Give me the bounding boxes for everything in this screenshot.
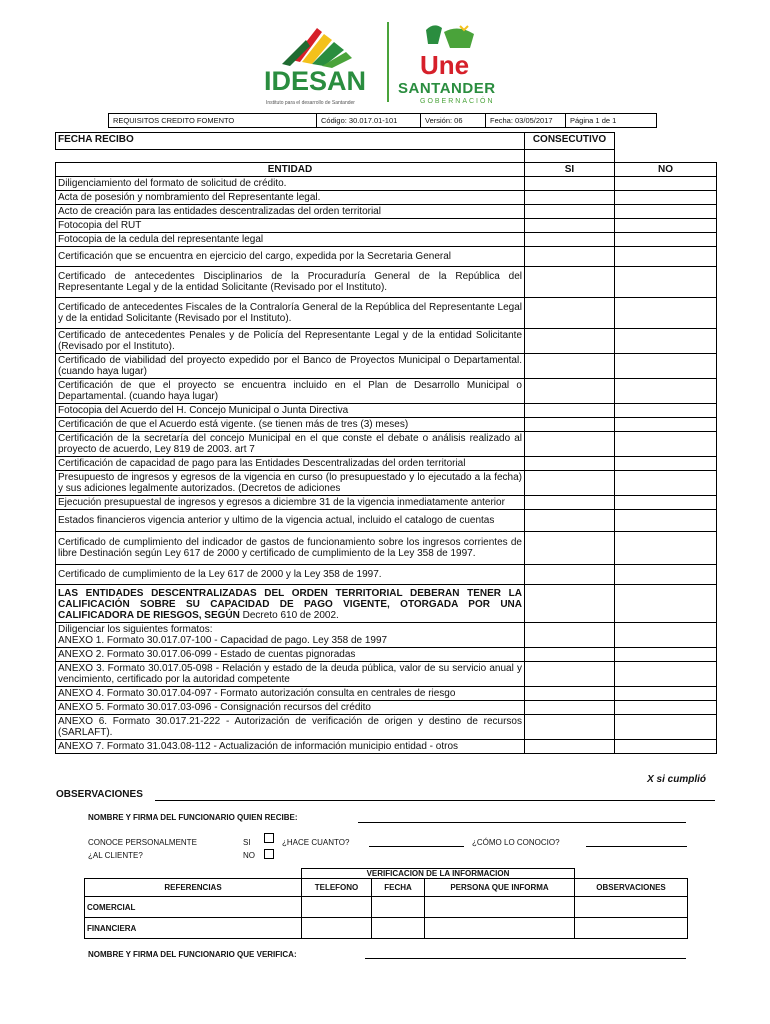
requirement-row (56, 565, 717, 585)
annex-row-no-cell[interactable] (615, 701, 717, 715)
requirement-row-text: Certificación de capacidad de pago para las Entidades Descentralizadas del orden territorial (56, 457, 525, 471)
spacer-row (56, 150, 717, 163)
annex-intro: Diligenciar los siguientes formatos: (58, 624, 213, 635)
requirement-row-text: Ejecución presupuestal de ingresos y egresos a diciembre 31 de la vigencia inmediatamente anterior (56, 496, 525, 510)
requirement-row (56, 191, 717, 205)
doc-version: Versión: 06 (421, 114, 486, 127)
financiera-row (85, 918, 688, 939)
annex-row (56, 623, 717, 648)
fecha-recibo-row (56, 133, 717, 150)
annex-row-text: ANEXO 4. Formato 30.017.04-097 - Formato autorización consulta en centrales de riesgo (56, 687, 525, 701)
note-row-text (56, 585, 525, 623)
requirement-row-no-cell[interactable] (615, 354, 717, 379)
requirement-row-text: Certificado de cumplimiento del indicador de gastos de funcionamiento sobre los ingresos corrientes de libre Destinación según Ley 617 de 2000 y certificado de cumplimiento de la Ley 358 de 1997. (56, 532, 525, 565)
annex-row-text: ANEXO 6. Formato 30.017.21-222 - Autorización de verificación de origen y destino de recursos (SARLAFT). (56, 715, 525, 740)
annex-row-text (56, 623, 525, 648)
annex-row (56, 715, 717, 740)
comercial-telefono[interactable] (302, 897, 372, 918)
annex-row-text: ANEXO 2. Formato 30.017.06-099 - Estado de cuentas pignoradas (56, 648, 525, 662)
verification-title: VERIFICACION DE LA INFORMACION (302, 869, 575, 879)
requirement-row-no-cell[interactable] (615, 404, 717, 418)
requirement-row (56, 298, 717, 329)
requirement-row-no-cell[interactable] (615, 205, 717, 219)
annex-row-si-cell[interactable] (525, 648, 615, 662)
requirement-row (56, 510, 717, 532)
fecha-recibo-label: FECHA RECIBO (56, 133, 525, 150)
idesan-wordmark: IDESAN (264, 66, 367, 96)
requirement-row (56, 496, 717, 510)
requirement-row (56, 418, 717, 432)
si-checkbox[interactable] (264, 833, 274, 843)
requirement-row-si-cell[interactable] (525, 247, 615, 267)
idesan-logo (262, 20, 382, 108)
note-row (56, 585, 717, 623)
requirement-row-si-cell[interactable] (525, 457, 615, 471)
requirement-row-no-cell[interactable] (615, 219, 717, 233)
x-si-cumplio: X si cumplió (647, 774, 706, 785)
comercial-row (85, 897, 688, 918)
como-conocio-line[interactable] (586, 846, 687, 847)
requirement-row-text: Estados financieros vigencia anterior y ultimo de la vigencia actual, incluido el catalogo de cuentas (56, 510, 525, 532)
requirement-row-no-cell[interactable] (615, 496, 717, 510)
comercial-observaciones[interactable] (575, 897, 688, 918)
hace-cuanto-line[interactable] (369, 846, 464, 847)
consecutivo-label: CONSECUTIVO (525, 133, 615, 150)
note-bold: LAS ENTIDADES DESCENTRALIZADAS DEL ORDEN TERRITORIAL DEBERAN TENER LA CALIFICACIÓN SOBRE SU CAPACIDAD DE PAGO VIGENTE, OTORGADA POR UNA CALIFICADORA DE RIESGOS, SEGÚN (58, 588, 522, 621)
santander-mark: Une (420, 50, 470, 80)
requirement-row (56, 233, 717, 247)
conoce-label-2: ¿AL CLIENTE? (88, 851, 143, 860)
requirement-row-text: Certificado de antecedentes Disciplinarios de la Procuraduría General de la República del Representante Legal y de la entidad Solicitante (Revisado por el Instituto). (56, 267, 525, 298)
observaciones-label: OBSERVACIONES (56, 789, 143, 800)
requirement-row-si-cell[interactable] (525, 191, 615, 205)
requirement-row-no-cell[interactable] (615, 267, 717, 298)
requirement-row (56, 267, 717, 298)
annex-row-si-cell[interactable] (525, 715, 615, 740)
annex-row (56, 687, 717, 701)
requirement-row (56, 329, 717, 354)
requirement-row-no-cell[interactable] (615, 432, 717, 457)
requirement-row-no-cell[interactable] (615, 177, 717, 191)
note-rest: Decreto 610 de 2002. (239, 610, 339, 621)
annex-row (56, 740, 717, 754)
table-header-row (56, 163, 717, 177)
logo-divider (387, 22, 389, 102)
requirement-row-no-cell[interactable] (615, 329, 717, 354)
financiera-observaciones[interactable] (575, 918, 688, 939)
requirement-row (56, 219, 717, 233)
requirement-row (56, 247, 717, 267)
idesan-tagline: Instituto para el desarrollo de Santander (266, 100, 355, 106)
requirement-row-si-cell[interactable] (525, 205, 615, 219)
requirement-row-si-cell[interactable] (525, 565, 615, 585)
requirements-table (55, 132, 717, 754)
requirement-row-text: Presupuesto de ingresos y egresos de la vigencia en curso (lo presupuestado y lo ejecutado a la fecha) y sus adiciones legalmente autorizados. (Decretos de adiciones (56, 471, 525, 496)
requirement-row-text: Acto de creación para las entidades descentralizadas del orden territorial (56, 205, 525, 219)
requirement-row-no-cell[interactable] (615, 247, 717, 267)
verification-title-row (85, 869, 688, 879)
requirement-row-si-cell[interactable] (525, 379, 615, 404)
requirement-row (56, 457, 717, 471)
nombre-verifica-label: NOMBRE Y FIRMA DEL FUNCIONARIO QUE VERIFICA: (88, 950, 297, 959)
col-fecha: FECHA (372, 879, 425, 897)
requirement-row (56, 404, 717, 418)
annex-row-si-cell[interactable] (525, 740, 615, 754)
doc-date: Fecha: 03/05/2017 (486, 114, 566, 127)
financiera-fecha[interactable] (372, 918, 425, 939)
comercial-label: COMERCIAL (85, 897, 302, 918)
nombre-verifica-line[interactable] (365, 958, 686, 959)
requirement-row-si-cell[interactable] (525, 510, 615, 532)
note-row-no-cell[interactable] (615, 585, 717, 623)
requirement-row-si-cell[interactable] (525, 219, 615, 233)
requirement-row-si-cell[interactable] (525, 177, 615, 191)
requirement-row-text: Fotocopia del RUT (56, 219, 525, 233)
annex-row-si-cell[interactable] (525, 662, 615, 687)
annex-row-text: ANEXO 5. Formato 30.017.03-096 - Consignación recursos del crédito (56, 701, 525, 715)
annex-row-no-cell[interactable] (615, 623, 717, 648)
comercial-persona[interactable] (425, 897, 575, 918)
conoce-label-1: CONOCE PERSONALMENTE (88, 838, 197, 847)
nombre-recibe-label: NOMBRE Y FIRMA DEL FUNCIONARIO QUIEN RECIBE: (88, 813, 298, 822)
col-entidad: ENTIDAD (56, 163, 525, 177)
doc-page: Página 1 de 1 (570, 116, 617, 125)
financiera-persona[interactable] (425, 918, 575, 939)
verification-header-row (85, 879, 688, 897)
requirement-row-no-cell[interactable] (615, 191, 717, 205)
comercial-fecha[interactable] (372, 897, 425, 918)
requirement-row-text: Certificación de que el proyecto se encuentra incluido en el Plan de Desarrollo Municipal o Departamental. (cuando haya lugar) (56, 379, 525, 404)
col-persona: PERSONA QUE INFORMA (425, 879, 575, 897)
no-label: NO (243, 851, 255, 860)
requirement-row-si-cell[interactable] (525, 329, 615, 354)
requirement-row-no-cell[interactable] (615, 532, 717, 565)
no-checkbox[interactable] (264, 849, 274, 859)
annex-row (56, 648, 717, 662)
requirement-row-no-cell[interactable] (615, 233, 717, 247)
financiera-label: FINANCIERA (85, 918, 302, 939)
requirement-row-text: Fotocopia de la cedula del representante legal (56, 233, 525, 247)
annex-row-no-cell[interactable] (615, 687, 717, 701)
annex-row-no-cell[interactable] (615, 715, 717, 740)
si-label: SI (243, 838, 251, 847)
annex-row-text: ANEXO 7. Formato 31.043.08-112 - Actualización de información municipio entidad - otros (56, 740, 525, 754)
annex-row-no-cell[interactable] (615, 662, 717, 687)
requirement-row (56, 205, 717, 219)
requirement-row-si-cell[interactable] (525, 404, 615, 418)
annex-item: ANEXO 1. Formato 30.017.07-100 - Capacidad de pago. Ley 358 de 1997 (58, 635, 388, 646)
requirement-row-si-cell[interactable] (525, 432, 615, 457)
annex-row (56, 662, 717, 687)
annex-row (56, 701, 717, 715)
doc-title: REQUISITOS CREDITO FOMENTO (109, 114, 317, 127)
requirement-row (56, 532, 717, 565)
requirement-row (56, 177, 717, 191)
requirement-row-no-cell[interactable] (615, 510, 717, 532)
annex-row-si-cell[interactable] (525, 701, 615, 715)
financiera-telefono[interactable] (302, 918, 372, 939)
requirement-row-si-cell[interactable] (525, 298, 615, 329)
requirement-row-text: Fotocopia del Acuerdo del H. Concejo Municipal o Junta Directiva (56, 404, 525, 418)
requirement-row-si-cell[interactable] (525, 532, 615, 565)
col-telefono: TELEFONO (302, 879, 372, 897)
annex-row-si-cell[interactable] (525, 687, 615, 701)
santander-logo (398, 22, 508, 106)
requirement-row-text: Certificado de antecedentes Penales y de Policía del Representante Legal y de la entidad Solicitante (Revisado por el Instituto). (56, 329, 525, 354)
gobernacion-label: GOBERNACIÓN (420, 98, 495, 105)
requirement-row-no-cell[interactable] (615, 471, 717, 496)
requirement-row-no-cell[interactable] (615, 565, 717, 585)
document-header (108, 113, 657, 128)
annex-row-no-cell[interactable] (615, 648, 717, 662)
annex-row-no-cell[interactable] (615, 740, 717, 754)
verification-table (84, 868, 688, 939)
requirement-row (56, 432, 717, 457)
requirement-row-si-cell[interactable] (525, 267, 615, 298)
requirement-row-no-cell[interactable] (615, 418, 717, 432)
requirement-row (56, 471, 717, 496)
santander-wordmark: SANTANDER (398, 80, 496, 97)
annex-row-text: ANEXO 3. Formato 30.017.05-098 - Relación y estado de la deuda pública, valor de su servicio anual y vencimiento, certificado por la autoridad competente (56, 662, 525, 687)
note-row-si-cell[interactable] (525, 585, 615, 623)
requirement-row-text: Certificación de que el Acuerdo está vigente. (se tienen más de tres (3) meses) (56, 418, 525, 432)
hace-cuanto-label: ¿HACE CUANTO? (282, 838, 350, 847)
col-referencias: REFERENCIAS (85, 879, 302, 897)
requirement-row-text: Certificado de viabilidad del proyecto expedido por el Banco de Proyectos Municipal o Departamental. (cuando haya lugar) (56, 354, 525, 379)
requirement-row-text: Acta de posesión y nombramiento del Representante legal. (56, 191, 525, 205)
requirement-row-text: Diligenciamiento del formato de solicitud de crédito. (56, 177, 525, 191)
doc-code: Código: 30.017.01-101 (317, 114, 421, 127)
annex-row-si-cell[interactable] (525, 623, 615, 648)
requirement-row-no-cell[interactable] (615, 457, 717, 471)
requirement-row-text: Certificado de antecedentes Fiscales de la Contraloría General de la República del Representante Legal y de la entidad Solicitante (Revisado por el Instituto). (56, 298, 525, 329)
requirement-row-no-cell[interactable] (615, 298, 717, 329)
requirement-row (56, 379, 717, 404)
requirement-row-si-cell[interactable] (525, 354, 615, 379)
requirement-row-si-cell[interactable] (525, 496, 615, 510)
requirement-row-text: Certificado de cumplimiento de la Ley 617 de 2000 y la Ley 358 de 1997. (56, 565, 525, 585)
requirement-row-si-cell[interactable] (525, 418, 615, 432)
requirement-row-si-cell[interactable] (525, 471, 615, 496)
requirement-row-text: Certificación de la secretaría del concejo Municipal en el que conste el debate o análisis realizado al proyecto de acuerdo, Ley 819 de 2003. art 7 (56, 432, 525, 457)
nombre-recibe-line[interactable] (358, 822, 686, 823)
como-conocio-label: ¿CÓMO LO CONOCIO? (472, 838, 560, 847)
requirement-row (56, 354, 717, 379)
requirement-row-no-cell[interactable] (615, 379, 717, 404)
idesan-emblem-icon (262, 20, 382, 70)
col-si: SI (525, 163, 615, 177)
santander-emblem-icon (398, 22, 508, 80)
observaciones-line[interactable] (155, 800, 715, 801)
col-no: NO (615, 163, 717, 177)
requirement-row-text: Certificación que se encuentra en ejercicio del cargo, expedida por la Secretaria General (56, 247, 525, 267)
col-observaciones: OBSERVACIONES (575, 879, 688, 897)
requirement-row-si-cell[interactable] (525, 233, 615, 247)
